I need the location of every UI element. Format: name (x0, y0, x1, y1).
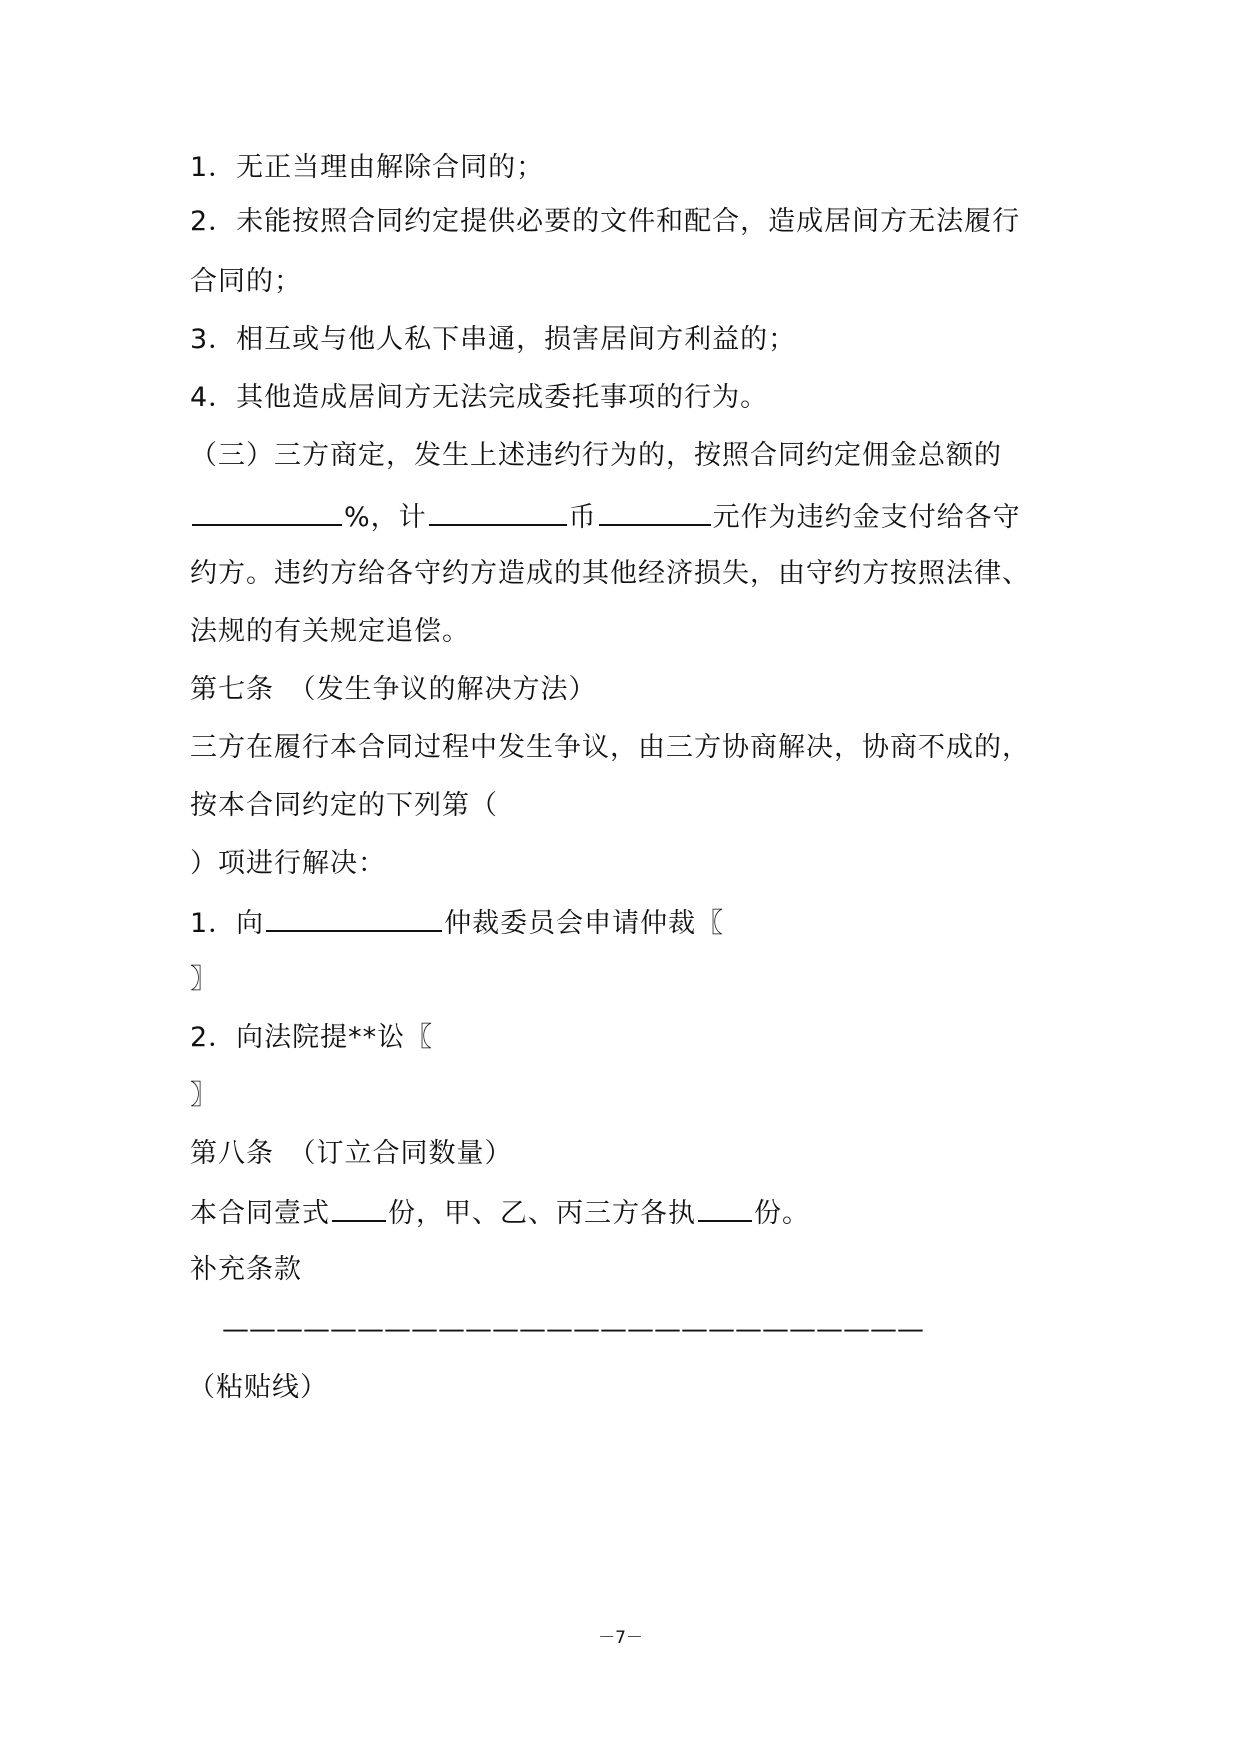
arbitration-committee-blank[interactable] (266, 902, 442, 932)
clause-text: 约方。违约方给各守约方造成的其他经济损失，由守约方按照法律、 (190, 558, 1030, 589)
penalty-clause-end (190, 612, 470, 652)
clause-text: 2．未能按照合同约定提供必要的文件和配合，造成居间方无法履行 (190, 206, 1021, 237)
clause-text: （三）三方商定，发生上述违约行为的，按照合同约定佣金总额的 (190, 440, 1002, 471)
litigation-option (190, 1018, 433, 1058)
clause-text: 合同的； (190, 266, 302, 297)
clause-text: 份，甲、乙、丙三方各执 (388, 1198, 696, 1229)
article-8-heading (190, 1134, 513, 1174)
clause-text: 4．其他造成居间方无法完成委托事项的行为。 (190, 382, 769, 413)
total-copies-blank[interactable] (332, 1192, 386, 1222)
currency-blank[interactable] (429, 496, 567, 526)
clause-text: 币 (568, 502, 597, 533)
clause-text: 仲裁委员会申请仲裁〖 (444, 908, 725, 939)
clause-text: 份。 (754, 1198, 810, 1229)
copies-clause (190, 1192, 810, 1232)
clause-text: ）项进行解决： (190, 848, 386, 879)
clause-text: %，计 (344, 502, 427, 533)
clause-text: 1．向 (190, 908, 265, 939)
penalty-clause (190, 436, 1002, 476)
percent-blank[interactable] (192, 496, 342, 526)
clause-text: 本合同壹式 (190, 1198, 330, 1229)
clause-item-2-cont (190, 262, 302, 302)
amount-blank[interactable] (599, 496, 711, 526)
clause-text: 三方在履行本合同过程中发生争议，由三方协商解决，协商不成的， (190, 732, 1030, 763)
clause-text: 〗 (190, 1080, 218, 1111)
clause-item-4 (190, 378, 768, 418)
dash-text: —————————————————————————— (222, 1314, 924, 1345)
heading-text: 补充条款 (190, 1254, 302, 1285)
article-7-heading (190, 670, 597, 710)
supplementary-heading (190, 1250, 302, 1290)
dispute-clause-cont (190, 786, 498, 826)
each-party-copies-blank[interactable] (698, 1192, 752, 1222)
arbitration-bracket-close (190, 960, 218, 1000)
paste-dash-line (222, 1310, 924, 1350)
clause-item-1 (190, 148, 544, 188)
clause-text: 3．相互或与他人私下串通，损害居间方利益的； (190, 324, 797, 355)
clause-item-2 (190, 202, 1020, 242)
clause-text: 按本合同约定的下列第（ (190, 790, 498, 821)
label-text: （粘贴线） (188, 1372, 328, 1403)
penalty-amount-line (190, 496, 1021, 536)
heading-text: 第八条 （订立合同数量） (190, 1138, 513, 1169)
dispute-clause-end (190, 844, 386, 884)
arbitration-option (190, 902, 724, 942)
clause-text: 法规的有关规定追偿。 (190, 616, 470, 647)
litigation-bracket-close (190, 1076, 218, 1116)
dispute-clause (190, 728, 1030, 768)
page-number: －7－ (598, 1628, 643, 1648)
clause-text: 元作为违约金支付给各守 (712, 502, 1021, 533)
paste-line-label (188, 1368, 328, 1408)
clause-item-3 (190, 320, 796, 360)
clause-text: 1．无正当理由解除合同的； (190, 152, 545, 183)
heading-text: 第七条 （发生争议的解决方法） (190, 674, 597, 705)
clause-text: 2．向法院提**讼〖 (190, 1022, 434, 1053)
penalty-clause-cont (190, 554, 1030, 594)
clause-text: 〗 (190, 964, 218, 995)
